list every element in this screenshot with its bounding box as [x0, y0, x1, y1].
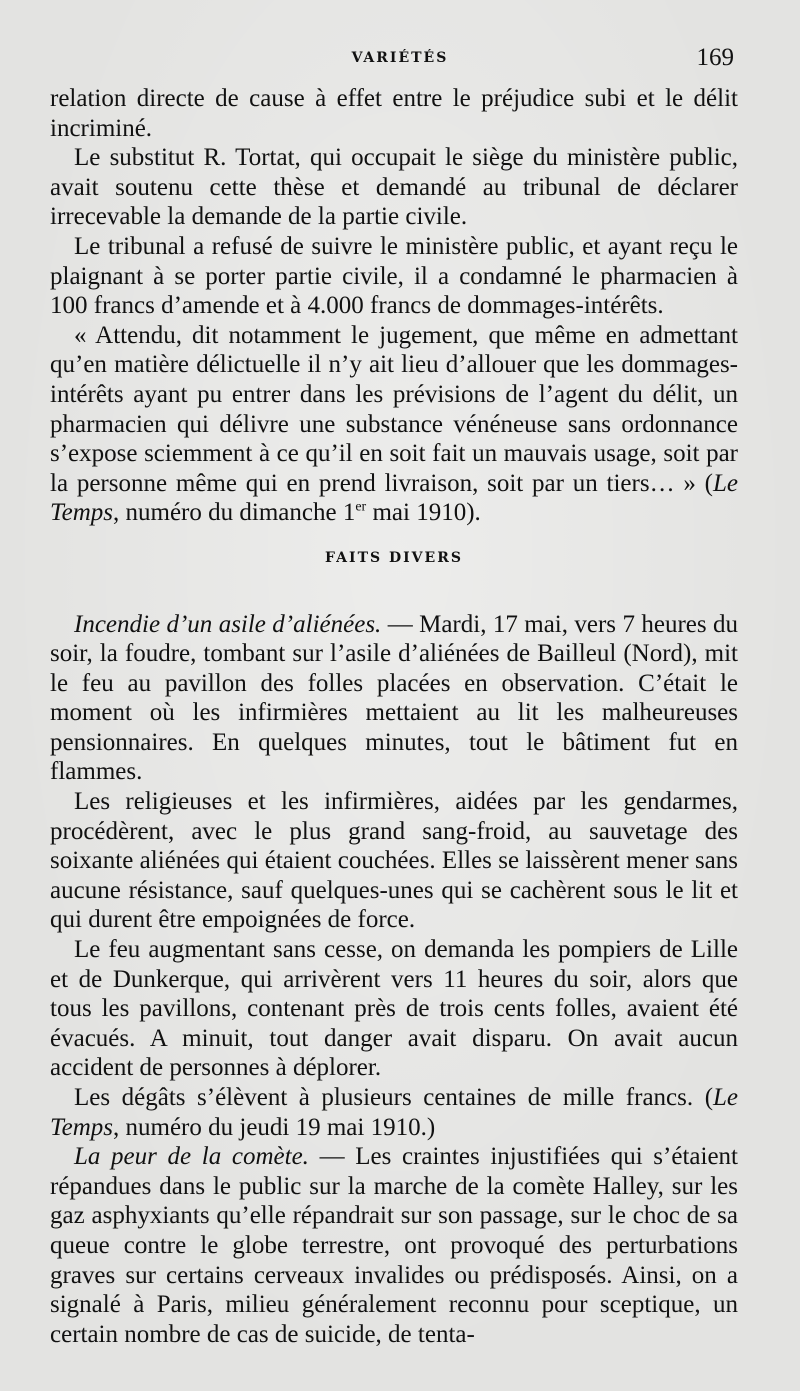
page-number: 169 [696, 44, 734, 71]
date-number: 1 [342, 499, 356, 527]
paragraph [50, 232, 738, 321]
running-title: VARIÉTÉS [351, 50, 449, 66]
source-title: Le Temps [50, 469, 738, 527]
news-item-title: La peur de la comète. [74, 1143, 309, 1171]
paragraph-text: relation directe de cause à effet entre le préjudice subi et le délit incriminé. [50, 85, 738, 142]
paragraph [50, 143, 738, 232]
paragraph-text: Les religieuses et les infirmières, aidées par les gendarmes, procédèrent, avec le plus grand sang-froid, au sauvetage des soixante aliénées qui étaient couchées. Elles se laissèrent mener sans aucune résistance, sauf quelques-unes qui se cachèrent sous le lit et qui durent être empoignées de force. [50, 788, 738, 934]
paragraph [50, 935, 738, 1083]
source-title: Le Temps [50, 1084, 739, 1141]
source-detail: , numéro du dimanche [113, 499, 343, 527]
paragraph: « Attendu, dit notamment le jugement, que même en admettant qu’en matière délictuelle il n’y ait lieu d’allouer que les dommages-intérêts ayant pu entrer dans les prévisions de l’agent du délit, un pharmacien qui délivre une substance vénéneuse sans ordonnance s’expose sciemment à ce qu’il en soit fait un mauvais usage, soit par la personne même qui en prend livraison, soit par un tiers… » (Le Temps, numéro du dimanche 1er mai 1910). [50, 321, 738, 527]
date-rest: mai 1910). [366, 499, 481, 527]
news-item [50, 1142, 738, 1349]
section-title: FAITS DIVERS [325, 549, 463, 566]
paragraph [50, 1083, 738, 1142]
paragraph-text: Le substitut R. Tortat, qui occupait le siège du ministère public, avait soutenu cette thèse et demandé au tribunal de déclarer irrecevable la demande de la partie civile. [50, 144, 738, 231]
paragraph-text: Les dégâts s’élèvent à plusieurs centaines de mille francs. [74, 1084, 694, 1111]
paragraph [50, 84, 738, 143]
body-text [50, 84, 738, 1349]
paragraph-text: Le feu augmentant sans cesse, on demanda les pompiers de Lille et de Dunkerque, qui arrivèrent vers 11 heures du soir, alors que tous les pavillons, contenant près de trois cents folles, avaient été évacués. A minuit, tout danger avait disparu. On avait aucun accident de personnes à déplorer. [50, 936, 738, 1082]
source-detail: , numéro du jeudi 19 mai 1910.) [113, 1113, 436, 1141]
news-item-text: — Les craintes injustifiées qui s’étaient répandues dans le public sur la marche de la comète Halley, sur les gaz asphyxiants qu’elle répandrait sur son passage, sur le choc de sa queue contre le globe terrestre, ont provoqué des perturbations graves sur certains cerveaux invalides ou prédisposés. Ainsi, on a signalé à Paris, milieu généralement reconnu pour sceptique, un certain nombre de cas de suicide, de tenta- [50, 1143, 738, 1348]
page-header [0, 44, 800, 74]
news-item-title: Incendie d’un asile d’aliénées. [74, 610, 382, 638]
quote-text: « Attendu, dit notamment le jugement, que même en admettant qu’en matière délictuelle il n’y ait lieu d’allouer que les dommages-intérêts ayant pu entrer dans les prévisions de l’agent du délit, un pharmacien qui délivre une substance vénéneuse sans ordonnance s’expose sciemment à ce qu’il en soit fait un mauvais usage, soit par la personne même qui en prend livraison, soit par un tiers… » [50, 321, 738, 497]
news-item-text: — Mardi, 17 mai, vers 7 heures du soir, la foudre, tombant sur l’asile d’aliénées de Bailleul (Nord), mit le feu au pavillon des folles placées en observation. C’était le moment où les infirmières mettaient au lit les malheureuses pensionnaires. En quelques minutes, tout le bâtiment fut en flammes. [50, 610, 738, 786]
news-item [50, 610, 738, 788]
source-open: ( [704, 1084, 714, 1111]
paragraph [50, 787, 738, 935]
paragraph-text: Le tribunal a refusé de suivre le ministère public, et ayant reçu le plaignant à se porter partie civile, il a condamné le pharmacien à 100 francs d’amende et à 4.000 francs de dommages-intérêts. [50, 232, 738, 320]
date-superscript: er [355, 499, 367, 515]
